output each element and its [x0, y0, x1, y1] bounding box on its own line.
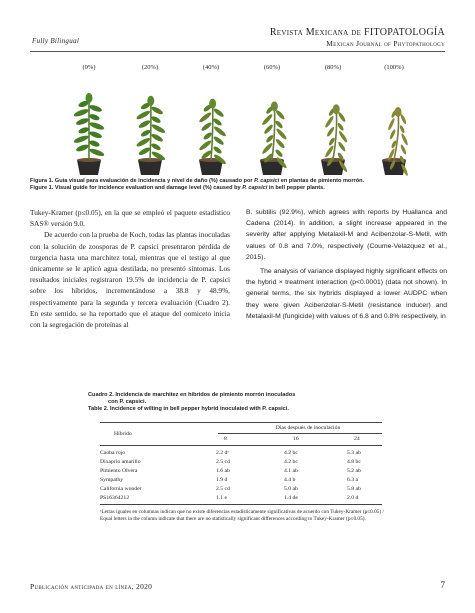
plant-leaf	[399, 125, 405, 134]
plant-leaf	[150, 142, 161, 151]
plant-leaf	[213, 135, 225, 146]
plant-stem	[150, 101, 151, 160]
plant-leaf	[338, 130, 349, 143]
plant-label-1: (20%)	[141, 64, 159, 71]
table-row: Pimiento Olvera 1.6 ab 4.1 ab 5.2 ab	[100, 468, 361, 474]
plant-label-0: (0%)	[82, 64, 96, 71]
running-head-left: Fully Bilingual	[32, 37, 80, 45]
plant-leaf-top	[395, 107, 402, 117]
plant-pot	[199, 160, 223, 175]
plant-damage-20-image	[121, 76, 179, 176]
table-days-rule	[218, 433, 382, 434]
plant-leaf	[198, 139, 212, 151]
plant-healthy-image	[60, 76, 118, 176]
figure-caption-es: Figura 1. Guía visual para evaluación de incidencia y nivel de daño (%) causado por P. capsici en plantas de pimiento morrón.	[30, 178, 365, 184]
plant-panel-0	[60, 64, 118, 176]
paragraph: De acuerdo con la prueba de Koch, todas las plantas inoculadas con la solución de zoosporas de P. capsici presentaron pérdida de turgencia hasta una marchitez total, mientras que el testigo al que únicamente se le aplicó agua destilada, no presentó síntomas. Los resultados iniciales registraron 19.5% de incidencia de P. capsici sobre los híbridos, incrementándose a 38.8 y 48.9%, respectivamente para la segunda y tercera evaluación (Cuadro 2). En este sentido, se ha reportado que el ataque del oomiceto inicia con la segregación de proteínas al	[30, 230, 230, 330]
plant-leaf	[400, 113, 407, 124]
plant-pot	[77, 160, 101, 175]
plant-leaf	[78, 126, 90, 135]
plant-leaf	[150, 133, 163, 143]
table-caption-es-1: Cuadro 2. Incidencia de marchitez en híbridos de pimiento morrón inoculados	[88, 392, 296, 398]
plant-leaf	[150, 115, 161, 124]
plant-leaf	[213, 125, 227, 137]
plant-leaf	[400, 133, 408, 146]
header-rule	[30, 51, 445, 52]
plant-label-3: (60%)	[263, 64, 281, 71]
figure-plant-damage-guide	[60, 64, 425, 176]
plant-leaf	[140, 129, 151, 138]
plant-leaf	[275, 109, 286, 120]
plant-leaf	[151, 123, 167, 135]
plant-leaf	[261, 113, 274, 126]
plant-leaf	[213, 107, 225, 118]
plant-leaf	[324, 115, 335, 128]
plant-leaf	[275, 127, 288, 140]
figure-caption	[30, 178, 448, 192]
header-day-24: 24	[354, 436, 360, 442]
footer-left: Publicación anticipada en línea, 2020	[30, 582, 153, 591]
plant-damage-40-image	[182, 76, 240, 176]
plant-panel-3	[243, 64, 301, 176]
header-days: Días después de inoculación	[275, 425, 341, 431]
plant-leaf	[138, 119, 151, 129]
plant-leaf	[89, 130, 103, 139]
table-footnote: ᶻLetras iguales en columnas indican que no existe diferencias estadísticamente significativas de acuerdo con Tukey-Kramer (p≤0.05) / Equal letters in the column indicate that there are no statistically significant differences according to Tukey-Kramer (p≤0.05).	[100, 509, 384, 523]
plant-leaf-top	[333, 104, 340, 114]
table-caption-es-2: con P. capsici.	[108, 399, 147, 405]
plant-leaf	[135, 109, 151, 121]
plant-panel-4	[304, 64, 362, 176]
body-column-right	[246, 207, 447, 322]
plant-leaf	[274, 148, 283, 158]
table-caption	[88, 392, 418, 413]
plant-leaf-top	[209, 99, 216, 109]
plant-leaf	[265, 134, 274, 144]
plant-leaf	[326, 126, 335, 137]
plant-leaf	[274, 120, 283, 130]
table-row: Sympathy 1.9 d 4.4 b 6.3 a	[100, 477, 359, 483]
plant-leaf-top	[86, 93, 93, 103]
paragraph: The analysis of variance displayed highly significant effects on the hybrid × treatment interaction (p<0.0001) (data not shown). In general terms, the six hybrids displayed a lower AUDPC when they were given Acibenzolar-S-Metil (resistance inducer) and Metalaxil-M (fungicide) with values of 6.8 and 0.8% respectively, in	[246, 268, 447, 320]
plant-leaf	[88, 139, 100, 148]
plant-leaf	[75, 117, 89, 126]
table-header-rule	[100, 445, 382, 446]
table-row: PS16364212 1.1 e 1.4 de 2.0 d	[100, 495, 359, 501]
plant-leaf	[212, 117, 222, 127]
plant-leaf	[200, 121, 212, 132]
header-hybrid: Híbrido	[114, 431, 132, 437]
paragraph: B. subtilis (92.9%), which agrees with reports by Huallanca and Cadena (2014). In addition, a slight increase appeared in the severity after applying Metalaxil-M and Acibenzolar-S-Metil, with values of 0.8 and 7.0%, respectively (Coume-Velazquez et al., 2015).	[246, 209, 447, 261]
plant-leaf	[135, 137, 151, 149]
journal-title-en: Mexican Journal of Phytopathology	[326, 39, 445, 48]
table-row: Dixaprio amarillo 2.5 cd 4.2 bc 4.8 bc	[100, 459, 361, 465]
plant-leaf	[263, 124, 274, 135]
plant-panel-1	[121, 64, 179, 176]
header-day-8: 8	[224, 436, 227, 442]
plant-leaf	[400, 144, 407, 155]
journal-title-es: Revista Mexicana de FITOPATOLOGÍA	[269, 27, 445, 38]
plant-leaf	[337, 122, 345, 131]
plant-label-5: (100%)	[384, 64, 404, 71]
plant-leaf	[387, 117, 395, 130]
plant-leaf	[138, 146, 151, 156]
plant-stem	[272, 106, 275, 160]
plant-leaf	[88, 113, 100, 122]
plant-stem	[333, 109, 337, 160]
plant-leaf-top	[271, 101, 278, 111]
plant-leaf	[389, 129, 396, 140]
plant-stem	[394, 112, 399, 160]
table-row: California wonder 2.5 cd 5.0 ab 5.8 ab	[100, 486, 361, 492]
plant-leaf	[75, 143, 89, 152]
plant-panel-5	[365, 64, 423, 176]
table-bottom-rule	[100, 504, 382, 505]
plant-leaf	[89, 147, 105, 157]
body-column-left	[30, 207, 230, 330]
table-row: Caoba rojo 2.2 dᶻ 4.2 bc 5.3 ab	[100, 450, 361, 456]
plant-leaf	[275, 138, 286, 149]
page-number: 7	[440, 580, 445, 590]
plant-leaf	[73, 134, 89, 144]
plant-damage-60-image	[243, 76, 301, 176]
plant-label-2: (40%)	[202, 64, 220, 71]
table-caption-en: Table 2. Incidence of wilting in bell pepper hybrid inoculated with P. capsici.	[88, 406, 289, 412]
plant-leaf	[261, 142, 274, 155]
plant-leaf	[150, 105, 163, 115]
plant-leaf-top	[147, 96, 154, 106]
table-top-rule	[100, 422, 382, 423]
plant-label-4: (80%)	[324, 64, 342, 71]
plant-leaf	[337, 141, 346, 152]
plant-leaf	[89, 121, 105, 131]
plant-pot	[138, 160, 162, 175]
header-day-16: 16	[293, 436, 299, 442]
figure-caption-en: Figure 1. Visual guide for incidence evaluation and damage level (%) caused by P. capsici in bell pepper plants.	[30, 185, 325, 191]
journal-title	[270, 27, 445, 48]
plant-leaf	[89, 104, 103, 113]
plant-leaf	[212, 145, 222, 155]
plant-panel-2	[182, 64, 240, 176]
plant-damage-80-image	[304, 76, 362, 176]
paragraph: Tukey-Kramer (p≤0.05), en la que se empleó el paquete estadístico SAS® versión 9.0.	[30, 208, 230, 229]
plant-damage-100-image	[365, 76, 423, 176]
plant-leaf	[202, 131, 212, 141]
plant-leaf	[337, 111, 346, 122]
plant-leaf	[73, 108, 89, 118]
plant-leaf	[198, 111, 212, 123]
